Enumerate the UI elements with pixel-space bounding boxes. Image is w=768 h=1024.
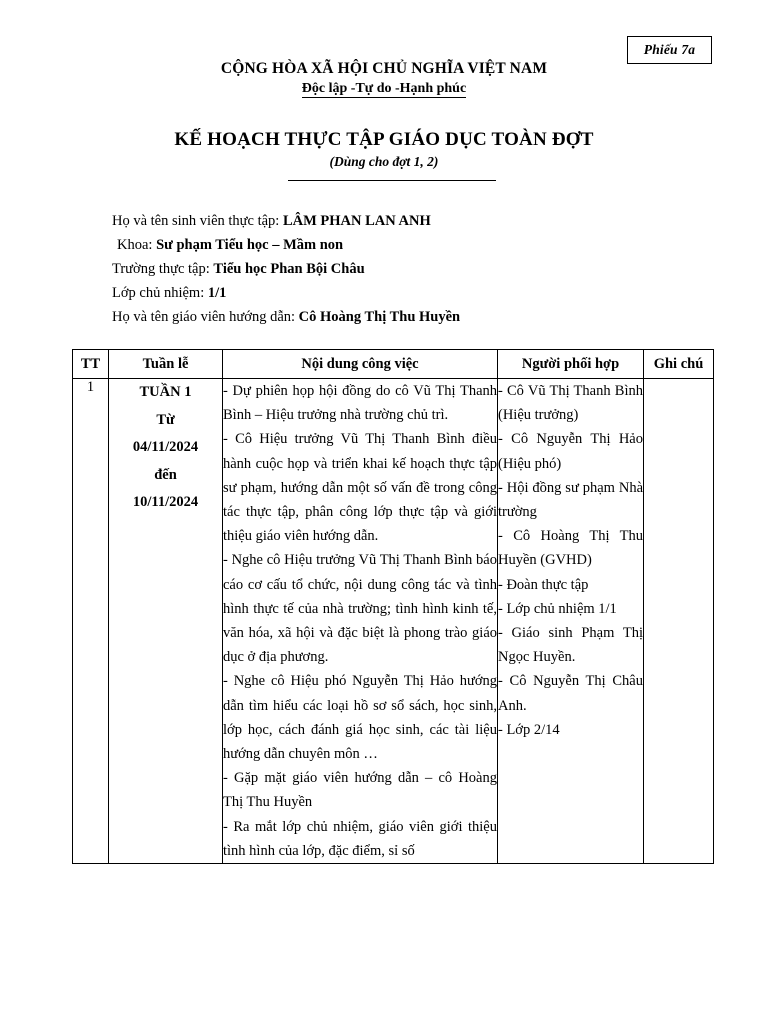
table-row	[73, 379, 714, 864]
week-line: đến	[154, 466, 177, 483]
schedule-table	[72, 349, 714, 864]
cell-note	[644, 379, 714, 864]
column-header-content: Nội dung công việc	[223, 350, 498, 379]
faculty-value: Sư phạm Tiểu học – Mầm non	[156, 237, 344, 253]
week-line: Từ	[156, 411, 175, 428]
people-paragraph: - Lớp chủ nhiệm 1/1	[498, 600, 617, 617]
table-header-row	[73, 350, 714, 379]
people-paragraph: - Đoàn thực tập	[498, 576, 589, 593]
content-paragraph: - Ra mắt lớp chủ nhiệm, giáo viên giới thiệu tình hình của lớp, đặc điểm, sỉ số	[223, 818, 497, 859]
national-motto-text: Độc lập -Tự do -Hạnh phúc	[301, 81, 467, 96]
info-row-school	[112, 257, 672, 281]
content-paragraph: - Nghe cô Hiệu trưởng Vũ Thị Thanh Bình báo cáo cơ cấu tổ chức, nội dung công tác và tình hình thực tế của nhà trường; tình hình kinh tế, văn hóa, xã hội và đặc biệt là phong trào giáo dục ở địa phương.	[223, 552, 497, 666]
page-title: KẾ HOẠCH THỰC TẬP GIÁO DỤC TOÀN ĐỢT	[174, 129, 594, 150]
table-header	[73, 350, 714, 379]
faculty-label: Khoa:	[117, 237, 153, 253]
student-value: LÂM PHAN LAN ANH	[282, 213, 431, 229]
cell-tt: 1	[73, 379, 109, 864]
student-info-block	[112, 209, 672, 329]
people-paragraph: - Lớp 2/14	[498, 721, 560, 738]
title-divider	[288, 180, 496, 181]
school-value: Tiểu học Phan Bội Châu	[213, 261, 365, 277]
cell-content	[223, 379, 498, 864]
page-subtitle: (Dùng cho đợt 1, 2)	[329, 154, 439, 169]
people-paragraph: - Cô Nguyễn Thị Châu Anh.	[498, 673, 643, 714]
column-header-week: Tuần lễ	[109, 350, 223, 379]
info-row-class	[112, 281, 672, 305]
people-paragraph: - Cô Nguyễn Thị Hảo (Hiệu phó)	[498, 431, 643, 472]
week-line: TUẦN 1	[139, 384, 192, 400]
national-motto	[0, 81, 768, 97]
class-value: 1/1	[207, 285, 227, 301]
week-line: 10/11/2024	[132, 494, 199, 510]
info-row-mentor	[112, 305, 672, 329]
content-paragraph: - Dự phiên họp hội đồng do cô Vũ Thị Thanh Bình – Hiệu trưởng nhà trường chủ trì.	[223, 383, 497, 424]
student-label: Họ và tên sinh viên thực tập:	[112, 213, 280, 229]
people-paragraph: - Cô Vũ Thị Thanh Bình (Hiệu trưởng)	[498, 383, 643, 424]
mentor-label: Họ và tên giáo viên hướng dẫn:	[112, 309, 296, 325]
info-row-faculty	[112, 233, 672, 257]
content-paragraph: - Cô Hiệu trưởng Vũ Thị Thanh Bình điều hành cuộc họp và triển khai kế hoạch thực tập sư phạm, hướng dẫn một số vấn đề trong công tác thực tập, phân công lớp thực tập và giới thiệu giáo viên hướng dẫn.	[223, 431, 497, 545]
week-line: 04/11/2024	[132, 439, 199, 455]
table-body	[73, 379, 714, 864]
people-paragraph: - Cô Hoàng Thị Thu Huyền (GVHD)	[498, 528, 643, 569]
form-code-label: Phiếu 7a	[643, 42, 696, 57]
info-row-student	[112, 209, 672, 233]
people-paragraph: - Hội đồng sư phạm Nhà trường	[498, 479, 643, 521]
column-header-note: Ghi chú	[644, 350, 714, 379]
column-header-tt: TT	[73, 350, 109, 379]
content-paragraph: - Gặp mặt giáo viên hướng dẫn – cô Hoàng Thị Thu Huyền	[223, 770, 497, 811]
class-label: Lớp chủ nhiệm:	[112, 285, 205, 301]
cell-week	[109, 379, 223, 864]
column-header-people: Người phối hợp	[498, 350, 644, 379]
cell-people	[498, 379, 644, 864]
mentor-value: Cô Hoàng Thị Thu Huyền	[298, 309, 461, 325]
school-label: Trường thực tập:	[112, 261, 210, 277]
national-heading: CỘNG HÒA XÃ HỘI CHỦ NGHĨA VIỆT NAM	[220, 60, 548, 77]
people-paragraph: - Giáo sinh Phạm Thị Ngọc Huyền.	[498, 625, 643, 666]
content-paragraph: - Nghe cô Hiệu phó Nguyễn Thị Hảo hướng dẫn tìm hiểu các loại hồ sơ sổ sách, học sinh, lớp học, cách đánh giá học sinh, các tài liệu hướng dẫn chuyên môn …	[223, 673, 497, 763]
